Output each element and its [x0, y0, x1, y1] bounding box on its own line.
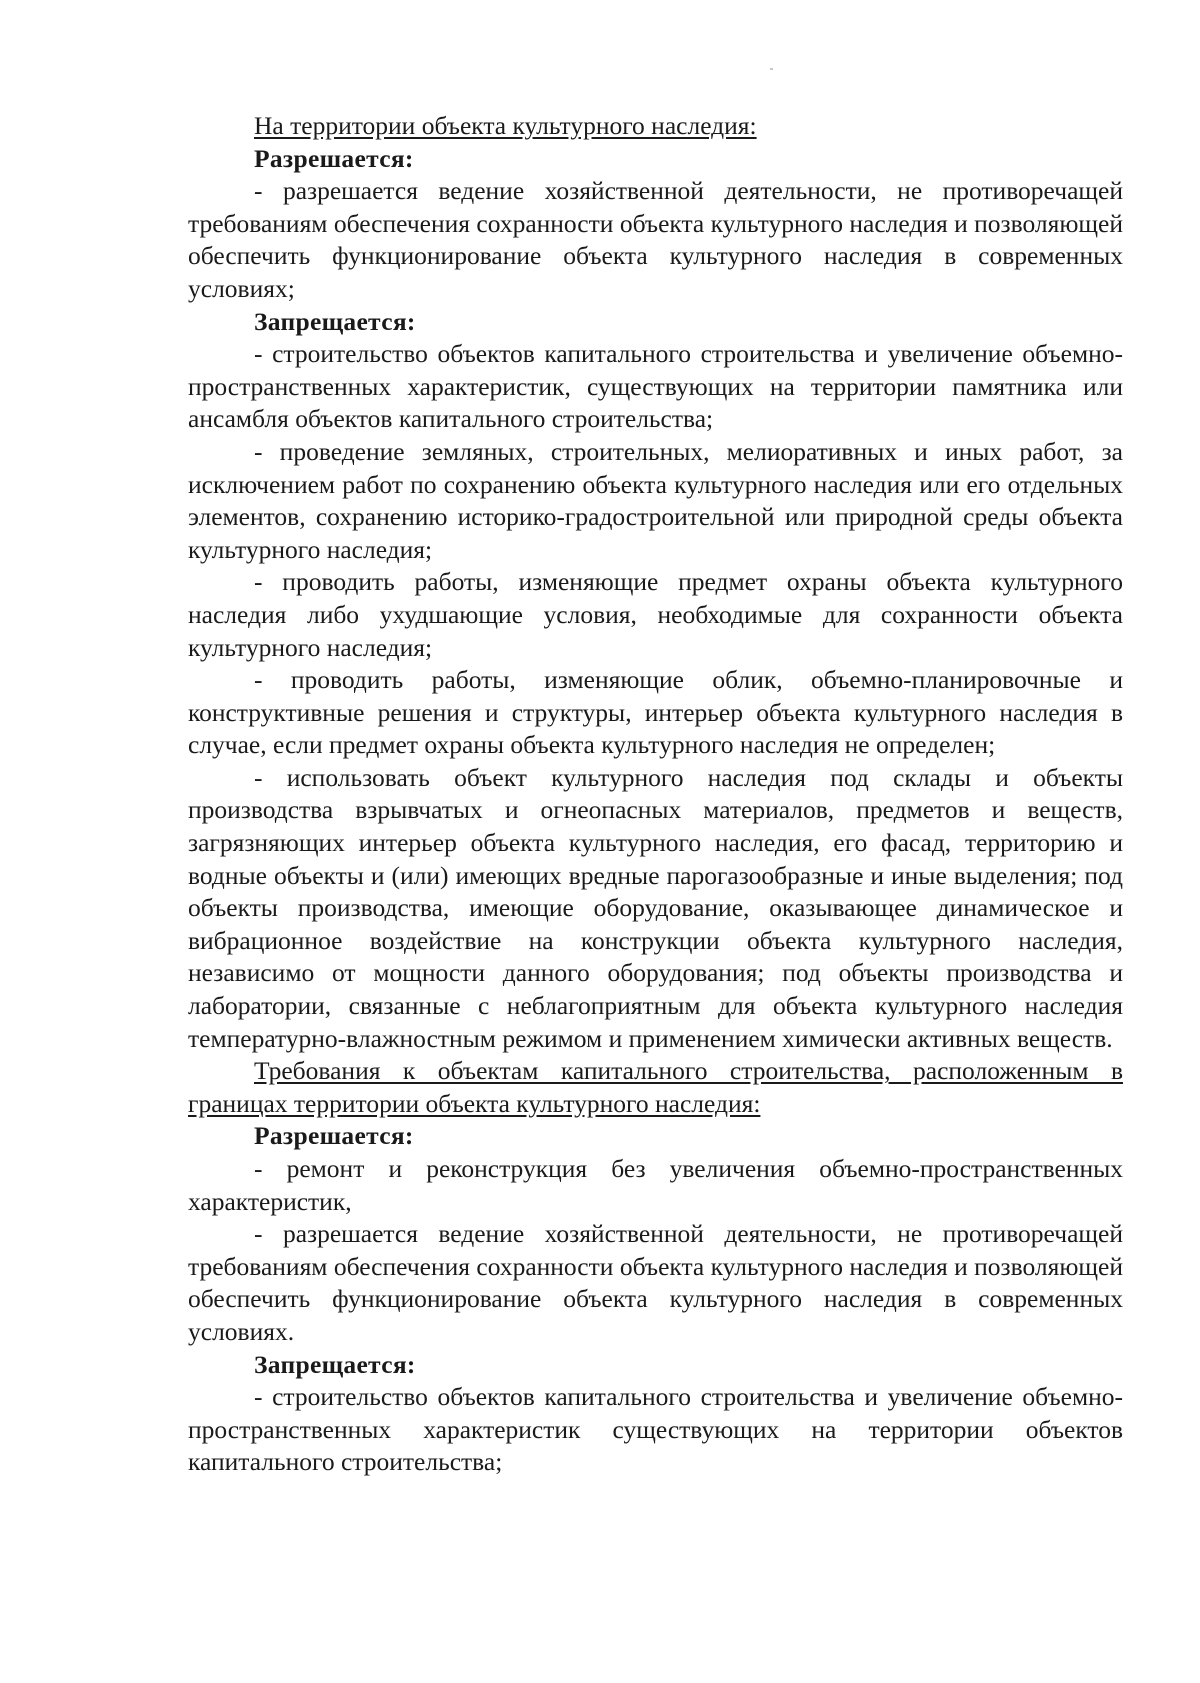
section1-heading: На территории объекта культурного наследия:	[254, 111, 757, 140]
section2-prohibited-label: Запрещается:	[254, 1349, 416, 1379]
section2-allowed-item: - разрешается ведение хозяйственной деятельности, не противоречащей требованиям обеспечения сохранности объекта культурного наследия и позволяющей обеспечить функционирование объекта культурного наследия в современных условиях.	[188, 1219, 1123, 1346]
section2-prohibited-item: - строительство объектов капитального строительства и увеличение объемно-пространственных характеристик существующих на территории объектов капитального строительства;	[188, 1382, 1123, 1477]
section2-allowed-item: - ремонт и реконструкция без увеличения объемно-пространственных характеристик,	[188, 1154, 1123, 1216]
section1-prohibited-item: - проводить работы, изменяющие предмет охраны объекта культурного наследия либо ухудшающие условия, необходимые для сохранности объекта культурного наследия;	[188, 567, 1123, 662]
section1-prohibited-label: Запрещается:	[254, 306, 416, 336]
scan-speck	[770, 68, 773, 70]
section1-allowed-label: Разрешается:	[254, 143, 414, 173]
section1-prohibited-item: - проведение земляных, строительных, мелиоративных и иных работ, за исключением работ по сохранению объекта культурного наследия или его отдельных элементов, сохранению историко-градостроительной или природной среды объекта культурного наследия;	[188, 436, 1123, 564]
section2-allowed-label: Разрешается:	[254, 1121, 414, 1151]
section1-prohibited-item: - проводить работы, изменяющие облик, объемно-планировочные и конструктивные решения и структуры, интерьер объекта культурного наследия в случае, если предмет охраны объекта культурного наследия не определен;	[188, 665, 1123, 760]
section1-prohibited-item: - строительство объектов капитального строительства и увеличение объемно-пространственных характеристик, существующих на территории памятника или ансамбля объектов капитального строительства;	[188, 339, 1123, 434]
section1-allowed-item: - разрешается ведение хозяйственной деятельности, не противоречащей требованиям обеспечения сохранности объекта культурного наследия и позволяющей обеспечить функционирование объекта культурного наследия в современных условиях;	[188, 176, 1123, 303]
section2-heading: Требования к объектам капитального строительства, расположенным в границах территории объекта культурного наследия:	[188, 1056, 1123, 1118]
section1-prohibited-item: - использовать объект культурного наследия под склады и объекты производства взрывчатых и огнеопасных материалов, предметов и веществ, загрязняющих интерьер объекта культурного наследия, его фасад, территорию и водные объекты и (или) имеющих вредные парогазообразные и иные выделения; под объекты производства, имеющие оборудование, оказывающее динамическое и вибрационное воздействие на конструкции объекта культурного наследия, независимо от мощности данного оборудования; под объекты производства и лаборатории, связанные с неблагоприятным для объекта культурного наследия температурно-влажностным режимом и применением химически активных веществ.	[188, 762, 1123, 1053]
document-body	[188, 110, 1123, 1479]
